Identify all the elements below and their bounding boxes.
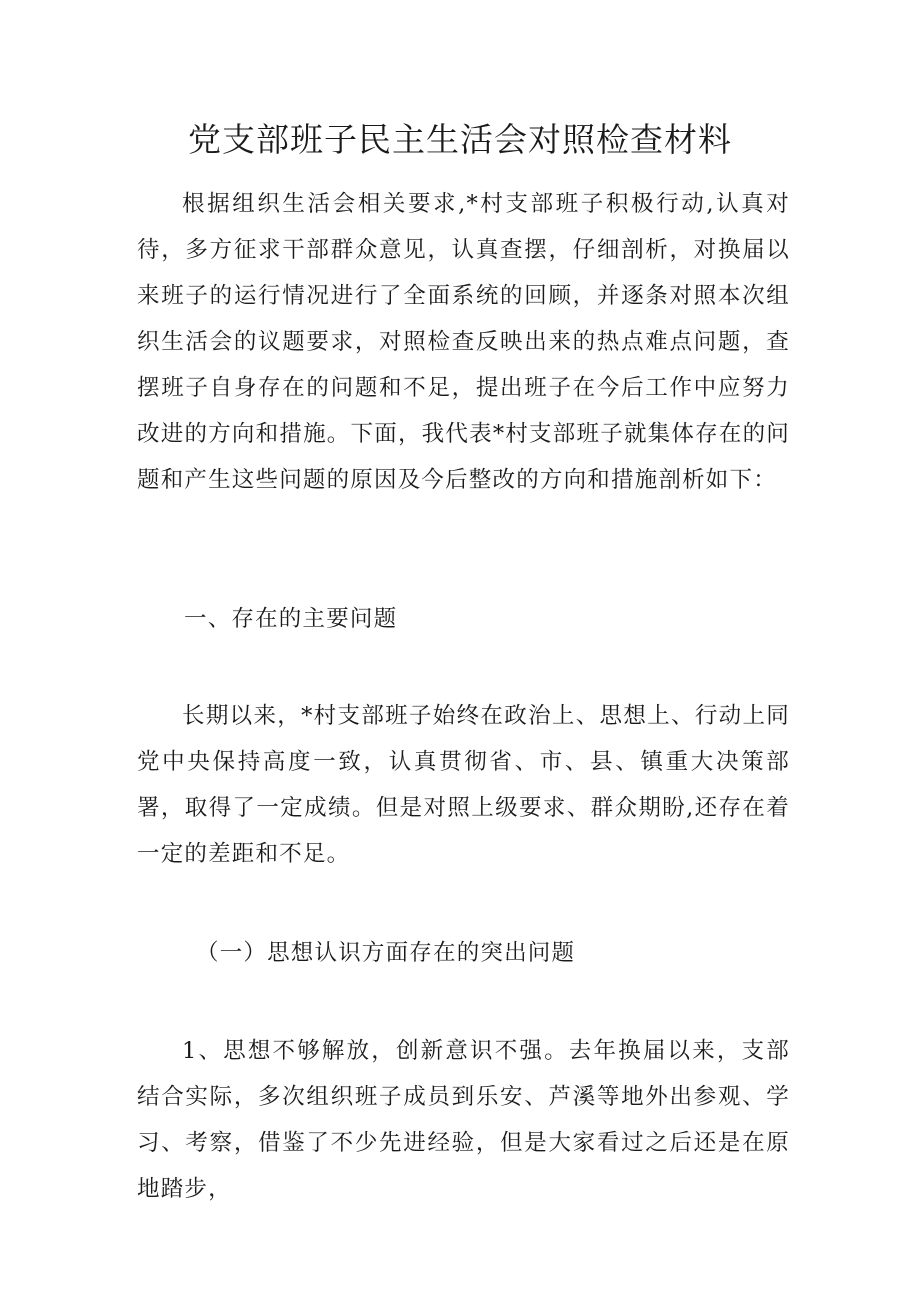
section-heading-main-problems: 一、存在的主要问题 — [184, 606, 398, 632]
section-body-paragraph: 长期以来，*村支部班子始终在政治上、思想上、行动上同党中央保持高度一致，认真贯彻省、市、县、镇重大决策部署，取得了一定成绩。但是对照上级要求、群众期盼,还存在着一定的差距和不足。 — [137, 703, 790, 867]
subsection-heading-thinking: （一）思想认识方面存在的突出问题 — [196, 940, 576, 966]
intro-paragraph: 根据组织生活会相关要求,*村支部班子积极行动,认真对待，多方征求干部群众意见，认真查摆，仔细剖析，对换届以来班子的运行情况进行了全面系统的回顾，并逐条对照本次组织生活会的议题要求，对照检查反映出来的热点难点问题，查摆班子自身存在的问题和不足，提出班子在今后工作中应努力改进的方向和措施。下面，我代表*村支部班子就集体存在的问题和产生这些问题的原因及今后整改的方向和措施剖析如下： — [137, 191, 790, 493]
item-paragraph-1: 1、思想不够解放，创新意识不强。去年换届以来，支部结合实际，多次组织班子成员到乐安、芦溪等地外出参观、学习、考察，借鉴了不少先进经验，但是大家看过之后还是在原地踏步， — [137, 1038, 790, 1202]
document-title: 党支部班子民主生活会对照检查材料 — [188, 120, 732, 159]
